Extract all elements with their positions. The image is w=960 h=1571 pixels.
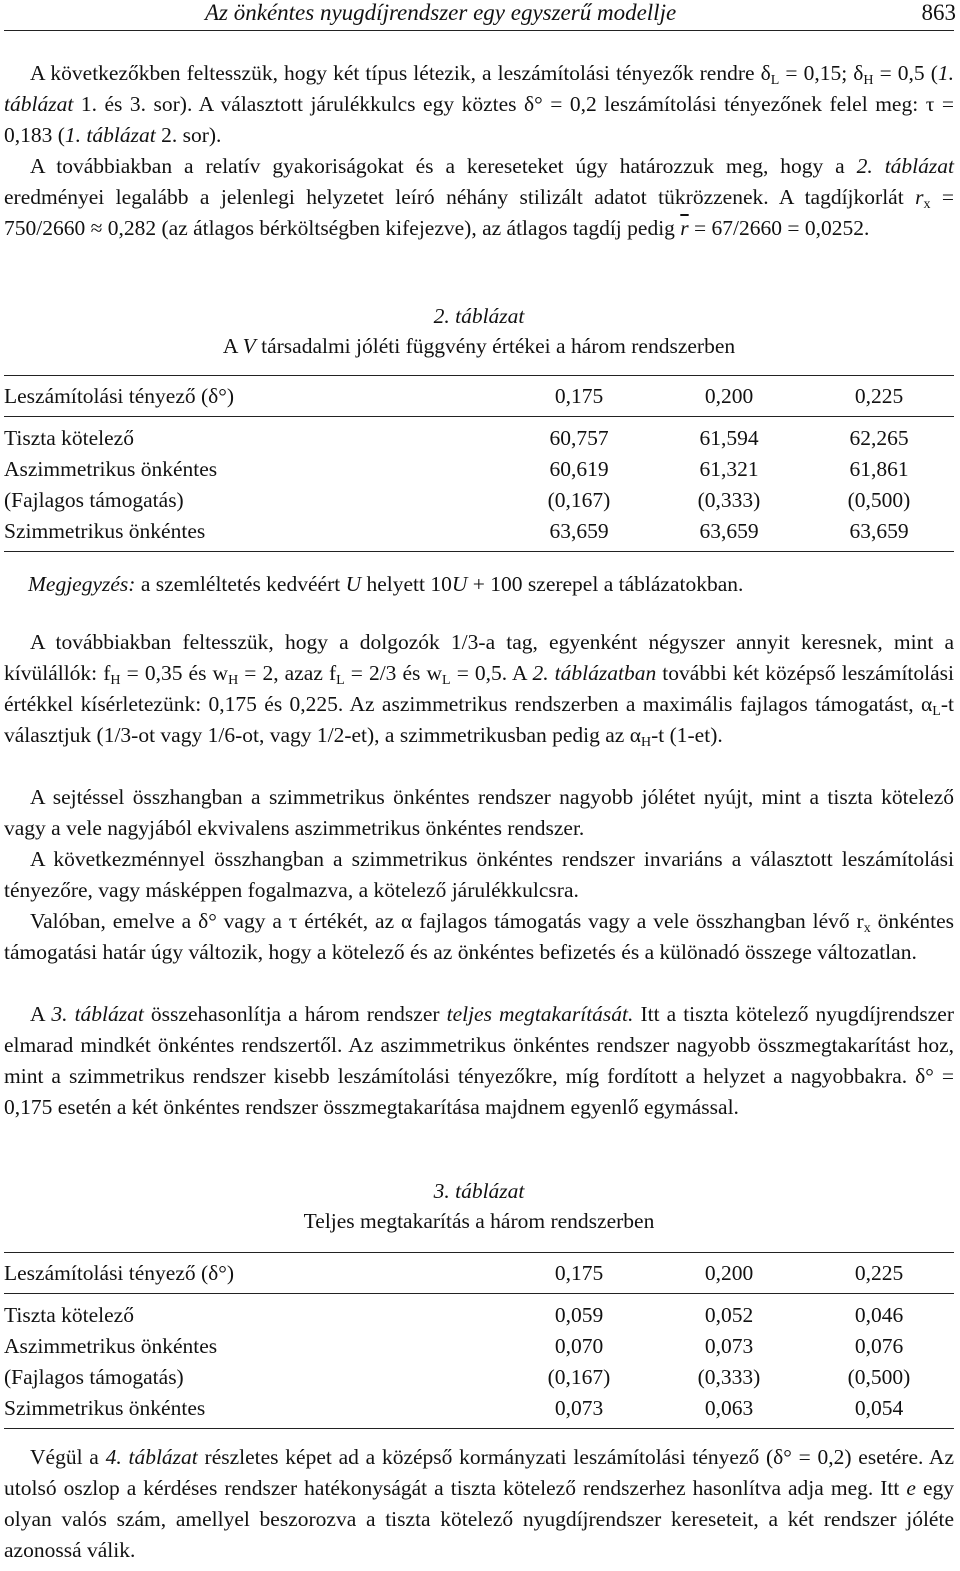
header-cell: 0,200	[704, 1261, 754, 1285]
table-row: (Fajlagos támogatás) (0,167) (0,333) (0,500)	[4, 488, 911, 512]
paragraph-3: A továbbiakban feltesszük, hogy a dolgozók 1/3-a tag, egyenként négyszer annyit keresnek, mint a kívülállók: $f_H = 0,35$ és $w_H = 2$, azaz $f_L = 2/3$ és $w_L = 0,5$. A 2. táblázatban további két középső leszámítolási értékkel kísérletezünk: 0,175 és 0,225. Az aszimmetrikus rendszerben a maximális fajlagos támogatást, $\alpha_L-t$ választjuk (1/3-ot vagy 1/6-ot, vagy 1/2-et), a szimmetrikusban pedig az $\alpha_H-t$ (1-et).	[4, 630, 955, 750]
table-header-row	[4, 1253, 954, 1294]
table-3	[4, 1252, 954, 1429]
header-cell: 0,175	[554, 1261, 604, 1285]
paragraph-1: A következőkben feltesszük, hogy két típus létezik, a leszámítolási tényezők rendre $\delta_L = 0,15$; $\delta_H = 0,5$ (1. táblázat 1. és 3. sor). A választott járulékkulcs egy köztes δ° = 0,2 leszámítolási tényezőnek felel meg: τ = 0,183 (1. táblázat 2. sor).	[4, 61, 954, 147]
table-2-number: 2. táblázat	[433, 304, 525, 328]
table-row: Szimmetrikus önkéntes 63,659 63,659 63,659	[4, 516, 954, 552]
paragraph-6: Valóban, emelve a δ° vagy a τ értékét, az α fajlagos támogatás vagy a vele összhangban lévő $r_x$ önkéntes támogatási határ úgy változik, hogy a kötelező és az önkéntes befizetés és a különadó összege változatlan.	[4, 909, 954, 964]
table-3-number: 3. táblázat	[433, 1179, 525, 1203]
paragraph-5: A következménnyel összhangban a szimmetrikus önkéntes rendszer invariáns a választott leszámítolási tényezőre, vagy másképpen fogalmazva, a kötelező járulékkulcsra.	[4, 847, 954, 902]
header-cell: 0,225	[854, 384, 904, 408]
r-bar: $\overline{r}$	[680, 216, 689, 240]
header-cell: Leszámítolási tényező (δ°)	[4, 384, 235, 408]
table-2-title: A V társadalmi jóléti függvény értékei a három rendszerben	[222, 334, 736, 358]
paragraph-4: A sejtéssel összhangban a szimmetrikus önkéntes rendszer nagyobb jólétet nyújt, mint a tiszta kötelező vagy a vele nagyjából ekvivalens aszimmetrikus önkéntes rendszer.	[4, 785, 954, 840]
header-cell: 0,200	[704, 384, 754, 408]
table-3-title: Teljes megtakarítás a három rendszerben	[303, 1209, 655, 1233]
table-reference: 1. táblázat	[64, 123, 156, 147]
running-header	[4, 0, 954, 31]
table-row: (Fajlagos támogatás) (0,167) (0,333) (0,500)	[4, 1365, 911, 1389]
table-reference: 2. táblázatban	[532, 661, 657, 685]
paragraph-7: A 3. táblázat összehasonlítja a három rendszer teljes megtakarítását. Itt a tiszta kötelező nyugdíjrendszer elmarad mindkét önkéntes rendszertől. Az aszimmetrikus önkéntes rendszer nagyobb összmegtakarítást hoz, mint a szimmetrikus rendszer kisebb leszámítolási tényezőkre, míg fordított a helyzet a nagyobbakra. δ° = 0,175 esetén a két önkéntes rendszer összmegtakarítása majdnem egyenlő egymással.	[4, 1002, 955, 1119]
table-header-row	[4, 376, 954, 417]
table-reference: 4. táblázat	[105, 1445, 198, 1469]
table-reference: 1. táblázat	[4, 61, 954, 116]
header-cell: 0,225	[854, 1261, 904, 1285]
page-number: 863	[921, 0, 956, 25]
table-row: Szimmetrikus önkéntes 0,073 0,063 0,054	[4, 1393, 954, 1429]
running-title: Az önkéntes nyugdíjrendszer egy egyszerű modellje	[205, 0, 677, 25]
header-cell: 0,175	[554, 384, 604, 408]
paragraph-8: Végül a 4. táblázat részletes képet ad a középső kormányzati leszámítolási tényező (δ° = 0,2) esetére. Az utolsó oszlop a kérdéses rendszer hatékonyságát a tiszta kötelező rendszerhez hasonlítva adja meg. Itt e egy olyan valós szám, amellyel beszorozva a tiszta kötelező nyugdíjrendszer kereseteit, a két rendszer jóléte azonossá válik.	[4, 1445, 954, 1562]
table-reference: 3. táblázat	[51, 1002, 144, 1026]
table-row: Tiszta kötelező 0,059 0,052 0,046	[4, 1303, 904, 1327]
table-note: Megjegyzés: a szemléltetés kedvéért U helyett 10U + 100 szerepel a táblázatokban.	[28, 572, 744, 596]
table-2	[4, 375, 954, 552]
table-reference: 2. táblázat	[856, 154, 954, 178]
table-row: Aszimmetrikus önkéntes 0,070 0,073 0,076	[4, 1334, 904, 1358]
table-row: Aszimmetrikus önkéntes 60,619 61,321 61,861	[4, 457, 909, 481]
paragraph-2: A továbbiakban a relatív gyakoriságokat és a kereseteket úgy határozzuk meg, hogy a 2. táblázat eredményei legalább a jelenlegi helyzetet leíró néhány stilizált adatot tükrözzenek. A tagdíjkorlát $r_x = 750/2660 \approx 0,282$ (az átlagos bérköltségben kifejezve), az átlagos tagdíj pedig $\overline{r} = 67/2660 = 0,0252$.	[4, 154, 954, 240]
table-row: Tiszta kötelező 60,757 61,594 62,265	[4, 426, 909, 450]
header-cell: Leszámítolási tényező (δ°)	[4, 1261, 235, 1285]
